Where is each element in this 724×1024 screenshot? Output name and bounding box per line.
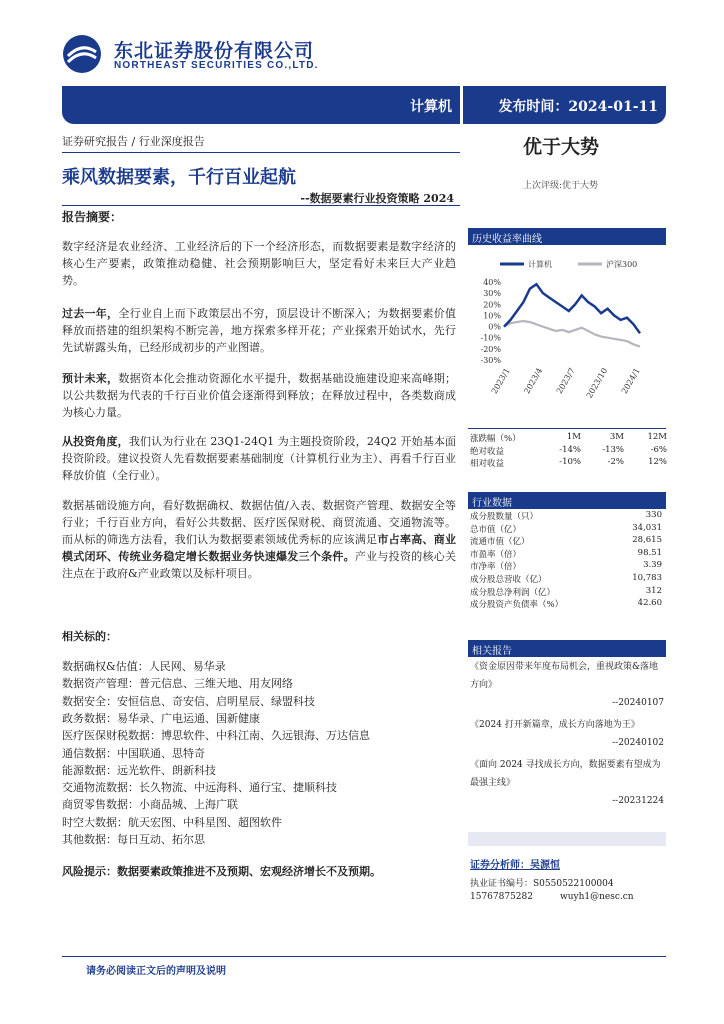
performance-row: 相对收益 -10% -2% 12% [470,457,667,469]
summary-paragraph-5: 数据基础设施方向，看好数据确权、数据估值/入表、数据资产管理、数据安全等行业；千行百业方向，看好公共数据、医疗医保财税、商贸流通、交通物流等。而从标的筛选方法看，我们认为数据要素领域优秀标的应该满足市占率高、商业模式闭环、传统业务稳定增长数据业务快速爆发三个条件。产业与投资的核心关注点在于政府&产业政策以及标杆项目。 [62,499,457,580]
industry-row [470,560,662,573]
company-name-en: NORTHEAST SECURITIES CO.,LTD. [114,60,319,71]
industry-label: 市净率（倍） [470,562,522,573]
summary-paragraph-4: 从投资角度，我们认为行业在 23Q1-24Q1 为主题投资阶段，24Q2 开始基本面投资阶段。建议投资人先看数据要素基础制度（计算机行业为主）、再看千行百业释放价值（全行业）。 [62,435,457,482]
report-title[interactable]: 《资金原因带来年度布局机会，重视政策&落地方向》 [470,662,659,690]
related-stock-item: 时空大数据：航天宏图、中科星图、超图软件 [62,815,282,829]
y-tick-label: 30% [483,289,501,299]
rating-current: 优于大势 [523,136,600,158]
industry-row [470,535,662,548]
related-stock-item: 通信数据：中国联通、思特奇 [62,746,205,760]
chart-section-header: 历史收益率曲线 [468,228,666,245]
company-logo-icon [62,34,102,74]
industry-label: 流通市值（亿） [470,537,530,548]
industry-label: 成分股数量（只） [470,512,539,522]
perf-top-rule [468,428,666,429]
y-tick-label: 20% [483,300,501,310]
related-stock-item: 政务数据：易华录、广电运通、国新健康 [62,711,260,725]
related-stock-item: 医疗医保财税数据：博思软件、中科江南、久远银海、万达信息 [62,729,370,743]
analyst-band [468,832,666,846]
sector-label: 计算机 [410,99,452,115]
related-stock-item: 能源数据：远光软件、朗新科技 [62,763,216,777]
related-stock-item: 数据确权&估值：人民网、易华录 [62,660,226,673]
report-type: 证券研究报告 / 行业深度报告 [62,135,205,148]
reports-list [470,658,664,814]
y-tick-label: 40% [483,278,501,287]
page-subtitle: --数据要素行业投资策略 2024 [300,192,454,205]
x-tick-label: 2023/7 [554,366,577,396]
industry-value: 330 [645,510,662,520]
industry-row [470,586,662,599]
industry-value: 42.60 [637,598,662,609]
related-stocks-label: 相关标的： [62,630,117,643]
rating-previous: 上次评级:优于大势 [523,181,599,191]
publish-date: 发布时间：2024-01-11 [498,99,658,115]
summary-paragraph-3: 预计未来，数据资本化会推动资源化水平提升，数据基础设施建设迎来高峰期；以公共数据为代表的千行百业价值会逐渐得到释放；在释放过程中，各类数商成为核心力量。 [62,372,457,419]
x-tick-label: 2023/4 [522,366,545,396]
industry-row [470,510,662,523]
report-date: --20240102 [612,738,664,748]
footer-divider [62,956,666,957]
reports-section-header: 相关报告 [468,640,666,657]
analyst-email[interactable]: wuyh1@nesc.cn [560,892,634,902]
analyst-name: 证券分析师：吴源恒 [470,860,560,871]
industry-value: 3.39 [643,560,662,571]
analyst-phone: 15767875282 [470,892,533,902]
industry-value: 34,031 [632,522,662,533]
related-stock-item: 数据安全：安恒信息、奇安信、启明星辰、绿盟科技 [62,694,315,708]
x-tick-label: 2023/10 [584,366,610,400]
company-name-cn: 东北证券股份有限公司 [114,40,315,62]
summary-paragraph-2: 过去一年，全行业自上而下政策层出不穷，顶层设计不断深入；为数据要素价值释放而搭建的组织架构不断完善，地方探索多样开花；产业探索开始试水，先行先试崭露头角，已经形成初步的产业图谱。 [62,307,457,354]
return-chart [468,250,666,420]
analyst-cert: 执业证书编号：S0550522100004 [470,879,614,889]
report-date: --20240107 [612,698,664,708]
y-tick-label: -10% [480,333,501,343]
industry-row [470,573,662,586]
summary-paragraph-1: 数字经济是农业经济、工业经济后的下一个经济形态，而数据要素是数字经济的核心生产要素，政策推动稳健、社会预期影响巨大，坚定看好未来巨大产业趋势。 [62,240,456,287]
y-tick-label: -30% [480,356,501,365]
risk-warning: 风险提示：数据要素政策推进不及预期、宏观经济增长不及预期。 [62,865,381,878]
report-title[interactable]: 《2024 打开新篇章，成长方向落地为王》 [470,720,640,730]
series-line [504,321,640,347]
related-stock-item: 商贸零售数据：小商品城、上海广联 [62,798,238,812]
performance-row: 绝对收益 -14% -13% -6% [470,444,667,457]
y-tick-label: -20% [480,344,501,354]
series-line [504,284,640,333]
industry-label: 成分股总净利润（亿） [470,587,556,598]
related-stock-item: 交通物流数据：长久物流、中远海科、通行宝、捷顺科技 [62,781,337,795]
industry-label: 市盈率（倍） [470,549,522,560]
summary-label: 报告摘要： [62,210,123,224]
header-date-bar [463,86,666,124]
industry-label: 成分股资产负债率（%） [470,600,564,611]
x-tick-label: 2024/1 [619,366,642,396]
report-title[interactable]: 《面向 2024 寻找成长方向，数据要素有望成为最强主线》 [470,760,661,788]
related-stock-item: 数据资产管理：普元信息、三维天地、用友网络 [62,677,293,691]
industry-section-header: 行业数据 [468,492,666,509]
footer-disclaimer[interactable]: 请务必阅读正文后的声明及说明 [86,966,226,977]
y-tick-label: 10% [483,311,501,321]
industry-value: 312 [645,585,662,596]
industry-value: 98.51 [637,547,662,558]
industry-row [470,598,662,611]
related-stock-item: 其他数据：每日互动、拓尔思 [62,833,205,846]
title-divider [62,205,460,206]
industry-label: 总市值（亿） [470,524,522,535]
legend-label: 沪深300 [606,260,638,269]
industry-label: 成分股总营收（亿） [470,574,547,585]
legend-label: 计算机 [528,260,552,269]
performance-header-row: 涨跌幅（%） 1M 3M 12M [470,432,667,444]
performance-table [470,432,668,470]
page-title: 乘风数据要素，千行百业起航 [62,167,296,188]
header-divider [62,152,460,153]
x-tick-label: 2023/1 [489,366,512,396]
industry-row [470,523,662,536]
report-date: --20231224 [612,796,664,806]
header-sector-bar [62,86,460,124]
y-tick-label: 0% [488,322,501,332]
industry-value: 28,615 [632,535,662,546]
industry-table [470,510,662,611]
industry-row [470,548,662,561]
industry-value: 10,783 [632,572,662,583]
